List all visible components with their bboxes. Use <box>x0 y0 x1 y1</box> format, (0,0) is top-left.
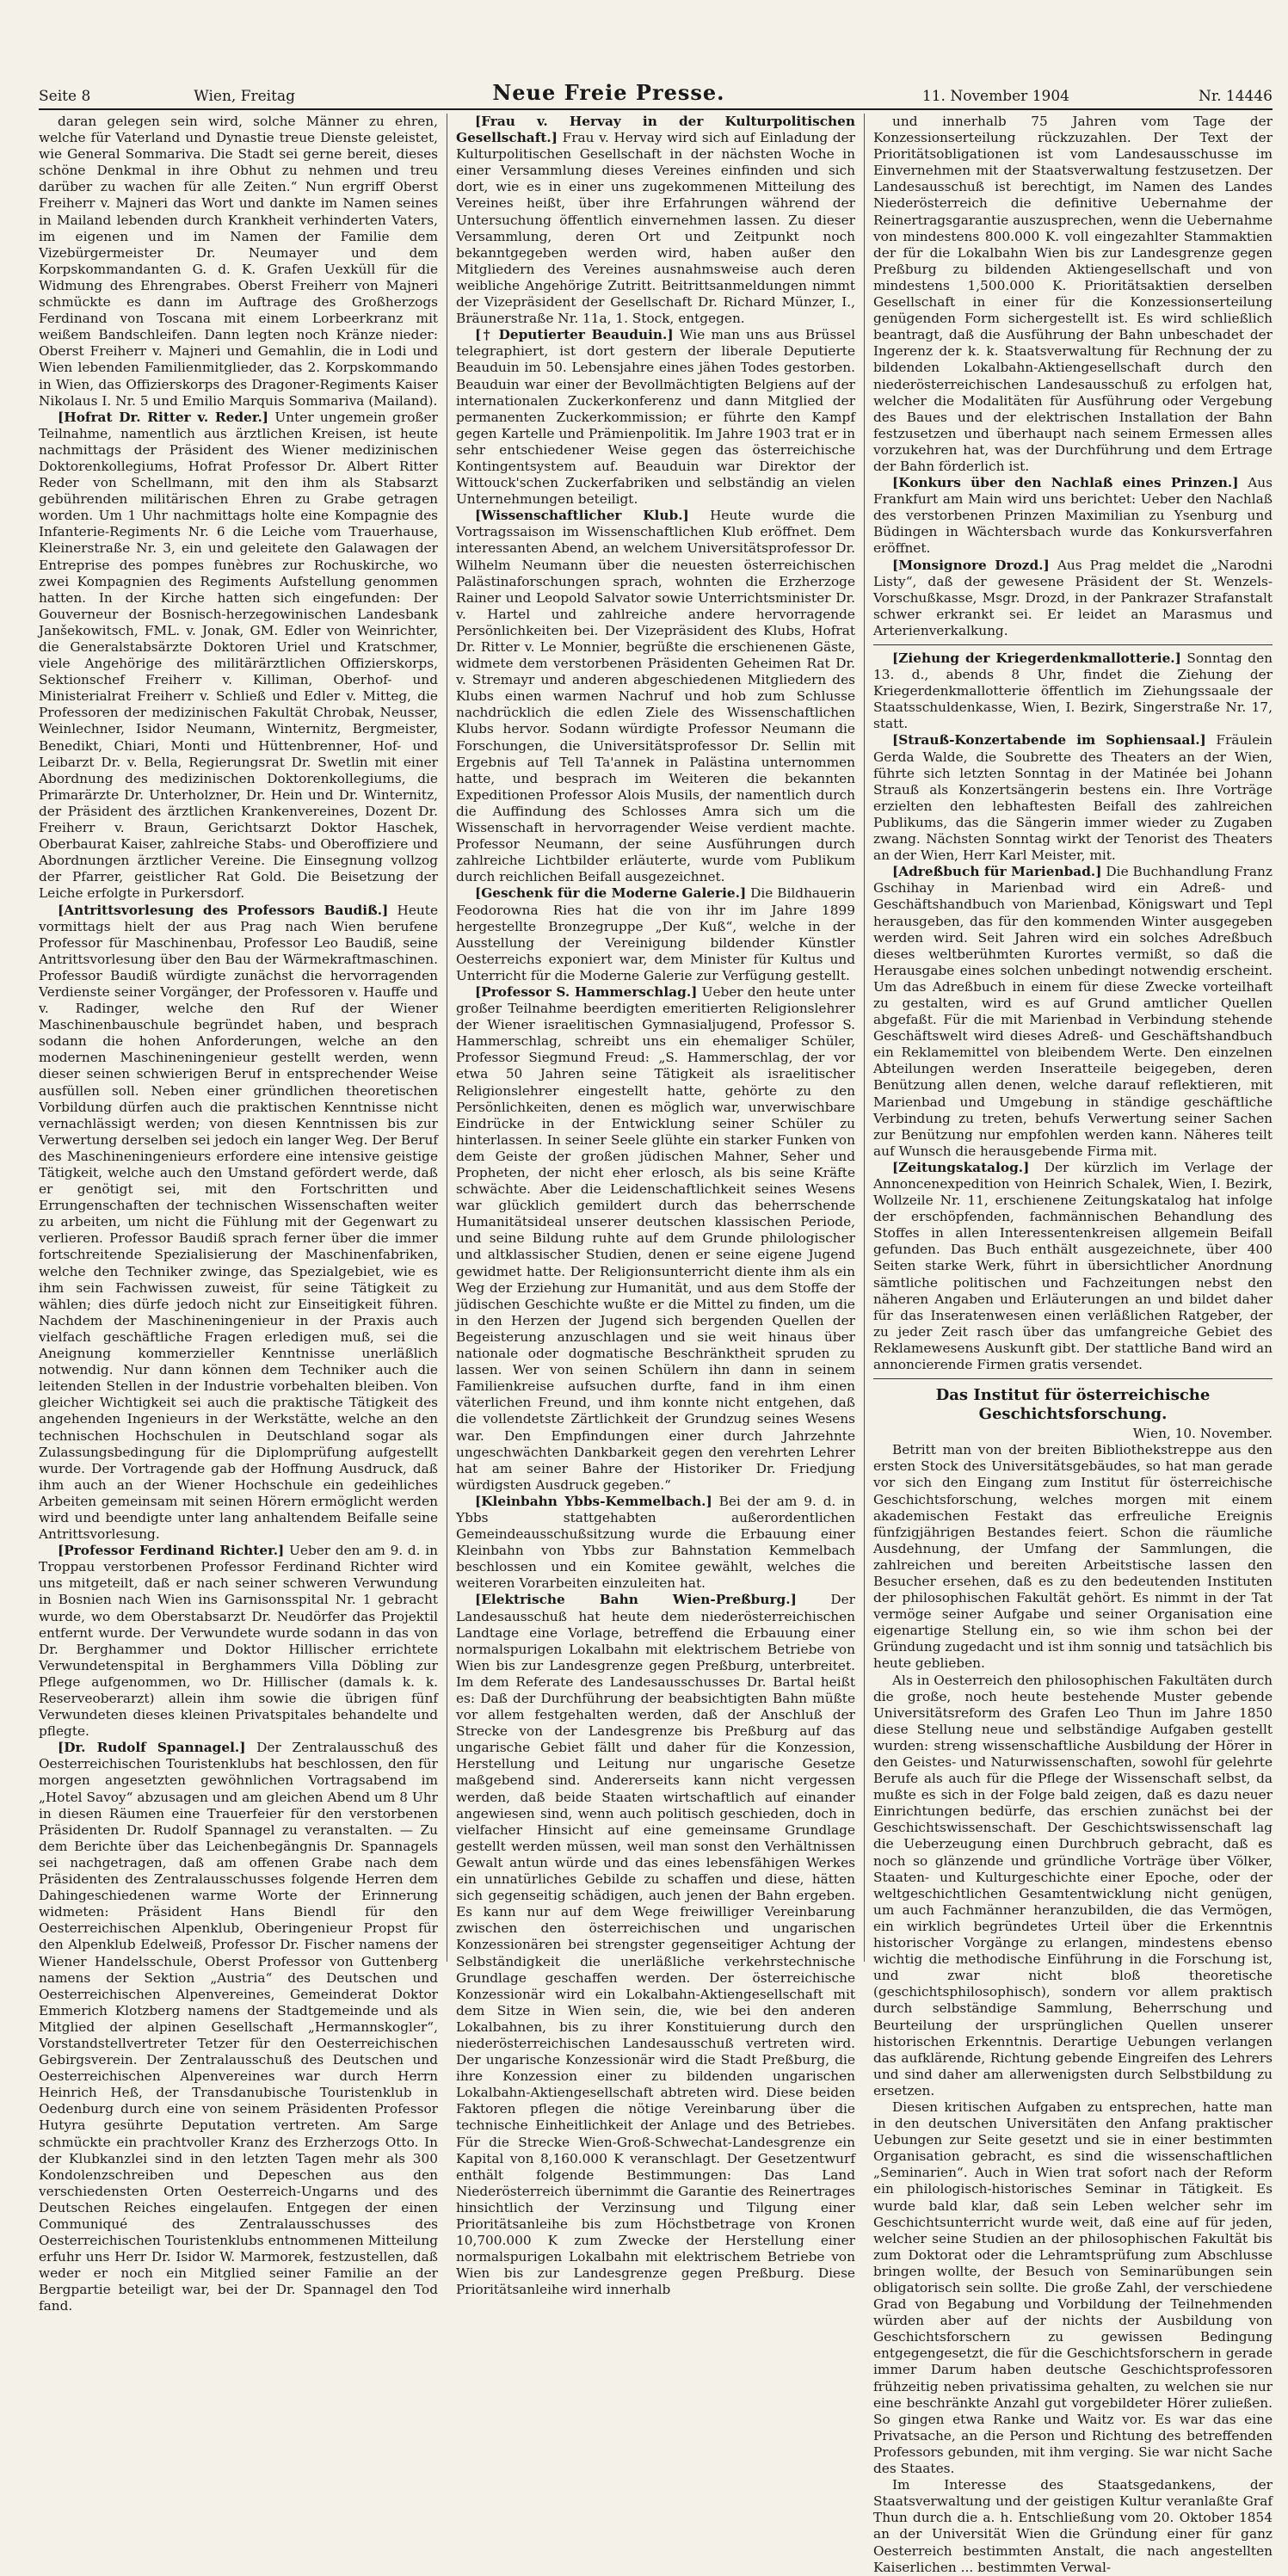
article-kleinbahn <box>456 1494 855 1593</box>
issue-date: 11. November 1904 <box>921 88 1069 105</box>
column-3 <box>864 114 1273 2575</box>
article-heading: [Kleinbahn Ybbs-Kemmelbach.] <box>475 1493 712 1509</box>
article-body: Der Zentralausschuß des Oesterreichischen Touristenklubs hat beschlossen, den für morgen angesetzten gewöhnlichen Vortragsabend im „Hotel Savoy“ abzusagen und am gleichen Abend um 8 Uhr in diesen Räumen eine Trauerfeier für den verstorbenen Präsidenten Dr. Rudolf Spannagel zu veranstalten. — Zu dem Berichte über das Leichenbegängnis Dr. Spannagels sei nachgetragen, daß am offenen Grabe nach dem Präsidenten des Zentralausschusses folgende Herren dem Dahingeschiedenen warme Worte der Erinnerung widmeten: Präsident Hans Biendl für den Oesterreichischen Alpenklub, Oberingenieur Propst für den Alpenklub Edelweiß, Professor Dr. Fischer namens der Wiener Handelsschule, Oberst Professor von Guttenberg namens der Sektion „Austria“ des Deutschen und Oesterreichischen Alpenvereines, Gemeinderat Doktor Emmerich Klotzberg namens der Stadtgemeinde und als Mitglied der alpinen Gesellschaft „Hermannskogler“, Vorstandstellvertreter Tetzer für den Oesterreichischen Gebirgsverein. Der Zentralausschuß des Deutschen und Oesterreichischen Alpenvereines war durch Herrn Heinrich Heß, der Transdanubische Touristenklub in Oedenburg durch eine von seinem Präsidenten Professor Hutyra gesührte Deputation vertreten. Am Sarge schmückte ein prachtvoller Kranz des Erzherzogs Otto. In der Klubkanzlei sind in den letzten Tagen mehr als 300 Kondolenzschreiben und Depeschen aus den verschiedensten Orten Oesterreich-Ungarns und des Deutschen Reiches eingelaufen. Entgegen der einen Communiqué des Zentralausschusses des Oesterreichischen Touristenklubs entnommenen Mitteilung erfuhr uns Herr Dr. Isidor W. Marmorek, festzustellen, daß weder er noch ein Mitglied seiner Familie an der Bergpartie beteiligt war, bei der Dr. Spannagel den Tod fand. <box>39 1740 438 2314</box>
article-baudiss <box>39 903 438 1544</box>
article-body: Heute wurde die Vortragssaison im Wissenschaftlichen Klub eröffnet. Dem interessanten Abend, an welchem Universitätsprofessor Dr. Wilhelm Neumann über die neuesten österreichischen Palästinaforschungen sprach, wohnten die Erzherzoge Rainer und Leopold Salvator sowie Unterrichtsminister Dr. v. Hartel und zahlreiche andere hervorragende Persönlichkeiten bei. Der Vizepräsident des Klubs, Hofrat Dr. Ritter v. Le Monnier, begrüßte die erschienenen Gäste, widmete dem verstorbenen Präsidenten Geheimen Rat Dr. v. Stremayr und anderen abgeschiedenen Mitgliedern des Klubs einen warmen Nachruf und hob zum Schlusse nachdrücklich die edlen Ziele des Wissenschaftlichen Klubs hervor. Sodann würdigte Professor Neumann die Forschungen, die Universitätsprofessor Dr. Sellin mit Ergebnis auf Tell Ta'annek in Palästina unternommen hatte, und besprach im Weiteren die bekannten Expeditionen Professor Alois Musils, der namentlich durch die Auffindung des Schlosses Amra sich um die Wissenschaft in hervorragender Weise verdient machte. Professor Neumann, der seine Ausführungen durch zahlreiche Lichtbilder erläuterte, wurde vom Publikum durch reichlichen Beifall ausgezeichnet. <box>456 508 855 885</box>
article-heading: [Wissenschaftlicher Klub.] <box>475 508 689 524</box>
article-body: Ueber den am 9. d. in Troppau verstorbenen Professor Ferdinand Richter wird uns mitgeteilt, daß er nach seiner schweren Verwundung in Bosnien nach Wien ins Garnisonsspital Nr. 1 gebracht wurde, wo dem Oberstabsarzt Dr. Neudörfer das Projektil entfernt wurde. Der Verwundete wurde sodann in das von Dr. Berghammer und Doktor Hillischer errichtete Verwundetenspital in Berghammers Villa Döbling zur Pflege aufgenommen, wo Dr. Hillischer (damals k. k. Reserveoberarzt) allein ihm sowie die übrigen fünf Verwundeten dieses kleinen Privatspitales behandelte und pflegte. <box>39 1543 438 1740</box>
newspaper-title: Neue Freie Presse. <box>492 80 725 105</box>
article-reder <box>39 410 438 903</box>
article-body: Bei der am 9. d. in Ybbs stattgehabten außerordentlichen Gemeindeausschußsitzung wurde die Erbauung einer Kleinbahn von Ybbs zur Bahnstation Kemmelbach beschlossen und ein Komitee gewählt, welches die weiteren Vorarbeiten einzuleiten hat. <box>456 1493 855 1592</box>
article-sommariva-end: daran gelegen sein wird, solche Männer zu ehren, welche für Vaterland und Dynastie treue Dienste geleistet, wie General Sommariva. Die Stadt sei gerne bereit, dieses schöne Denkmal in ihre Obhut zu nehmen und treu darüber zu wachen für alle Zeiten.“ Nun ergriff Oberst Freiherr v. Majneri das Wort und dankte im Namen seines in Mailand lebenden durch Krankheit verhinderten Vaters, im eigenen und im Namen der Familie dem Vizebürgermeister Dr. Neumayer und dem Korpskommandanten G. d. K. Grafen Uexküll für die Widmung des Ehrengrabes. Oberst Freiherr von Majneri schmückte es dann im Auftrage des Großherzogs Ferdinand von Toscana mit einem Lorbeerkranz mit weißem Bandschleifen. Dann legten noch Kränze nieder: Oberst Freiherr v. Majneri und Gemahlin, die in Lodi und Wien lebenden Familienmitglieder, das 2. Korpskommando in Wien, das Offizierskorps des Dragoner-Regiments Kaiser Nikolaus I. Nr. 5 und Emilio Marquis Sommariva (Mailand). <box>39 114 438 409</box>
article-heading: [Zeitungskatalog.] <box>892 1159 1030 1175</box>
article-heading: [Geschenk für die Moderne Galerie.] <box>475 885 747 902</box>
feature-paragraph: Diesen kritischen Aufgaben zu entsprechen, hatte man in den deutschen Universitäten den Anfang praktischer Uebungen zur Seite gesetzt und sie in einer bestimmten Organisation gebracht, es sind die wissenschaftlichen „Seminarien“. Auch in Wien trat sofort nach der Reform ein philologisch-historisches Seminar in Tätigkeit. Es wurde bald klar, daß sein Leben welcher sehr im Geschichtsunterricht wurde weit, daß eine auf für jeden, welcher seine Studien an der philosophischen Fakultät bis zum Doktorat oder die Lehramtsprüfung zum Abschlusse bringen wollte, der Besuch von Seminarübungen sein obligatorisch sein sollte. Die große Zahl, der verschiedene Grad von Begabung und Vorbildung der Teilnehmenden würden aber auf der nichts der Ausbildung von Geschichtsforschern zu gewissen Bedingung entgegengesetzt, die für die Geschichtsforschern in gerade immer Darum haben deutsche Geschichtsprofessoren frühzeitig neben privatissima gehalten, zu welchen sie nur eine beschränkte Anzahl gut vorgebildeter Hörer zuließen. So gingen etwa Ranke und Waitz vor. Es war das eine Privatsache, an die Person und Richtung des betreffenden Professors gebunden, mit ihm verging. Sie war nicht Sache des Staates. <box>873 2098 1273 2477</box>
article-heading: [Adreßbuch für Marienbad.] <box>892 864 1102 880</box>
article-heading: [Monsignore Drozd.] <box>892 557 1050 573</box>
article-body: Heute vormittags hielt der aus Prag nach Wien berufene Professor für Maschinenbau, Professor Leo Baudiß, seine Antrittsvorlesung über den Bau der Wärmekraftmaschinen. Professor Baudiß würdigte zunächst die hervorragenden Verdienste seiner Vorgänger, der Professoren v. Hauffe und v. Radinger, welche den Ruf der Wiener Maschinenbauschule begründet haben, und besprach sodann die hohen Anforderungen, welche an den modernen Maschineningenieur gestellt werden, wenn dieser seinen schwierigen Beruf in entsprechender Weise ausfüllen soll. Neben einer gründlichen theoretischen Vorbildung dürfen auch die praktischen Kenntnisse nicht vernachlässigt werden; von diesen Kenntnissen bis zur Verwertung derselben sei jedoch ein langer Weg. Der Beruf des Maschineningenieurs erfordere eine intensive geistige Tätigkeit, welche auch den Umstand gefördert werde, daß er genötigt sei, mit den Fortschritten und Errungenschaften der technischen Wissenschaften weiter zu arbeiten, um nicht die Fühlung mit der Gegenwart zu verlieren. Professor Baudiß sprach ferner über die immer fortschreitende Spezialisierung der Maschinenfabriken, welche den Techniker zwinge, das Spezialgebiet, wie es ihm sein Fachwissen zuweist, für seine Tätigkeit zu wählen; dies dürfe jedoch nicht zur Einseitigkeit führen. Nachdem der Maschineningenieur in der Praxis auch vielfach geschäftliche Fragen erledigen muß, sei die Aneignung kommerzieller Kenntnisse unerläßlich notwendig. Nur dann können dem Techniker auch die leitenden Stellen in der Industrie vorbehalten bleiben. Von gleicher Wichtigkeit sei auch die praktische Tätigkeit des angehenden Ingenieurs in der Werkstätte, welche an den technischen Hochschulen in Deutschland sogar als Zulassungsbedingung für die Diplomprüfung aufgestellt wurde. Der Vortragende gab der Hoffnung Ausdruck, daß ihm auch an der Wiener Hochschule ein gedeihliches Arbeiten gemeinsam mit seinen Hörern ermöglicht werden wird und beendigte unter lang anhaltendem Beifalle seine Antrittsvorlesung. <box>39 902 438 1543</box>
article-heading: [Hofrat Dr. Ritter v. Reder.] <box>58 409 269 425</box>
article-strauss <box>873 732 1273 864</box>
article-body: Die Buchhandlung Franz Gschihay in Marienbad wird ein Adreß- und Geschäftshandbuch von Marienbad, Königswart und Tepl herausgeben, das für den kommenden Winter ausgegeben werden wird. Seit Jahren wird ein solches Adreßbuch dieses weltberühmten Kurortes vermißt, so daß die Herausgabe eines solchen unbedingt notwendig erscheint. Um das Adreßbuch in einem für diese Zwecke vorteilhaft zu gestalten, wird es auf Grund amtlicher Quellen abgefaßt. Für die mit Marienbad in Verbindung stehende Geschäftswelt wird dieses Adreß- und Geschäftshandbuch ein Reklamemittel von bleibendem Werte. Den einzelnen Abteilungen werden Inseratteile beigegeben, deren Benützung allen denen, welche darauf reflektieren, mit Marienbad und Umgebung in ständige geschäftliche Verbindung zu treten, behufs Verwertung seiner Sachen zur Benützung nur empfohlen werden kann. Näheres teilt auf Wunsch die herausgebende Firma mit. <box>873 864 1273 1159</box>
article-heading: [Professor Ferdinand Richter.] <box>58 1543 285 1559</box>
article-heading: [Konkurs über den Nachlaß eines Prinzen.] <box>892 475 1239 491</box>
place-day: Wien, Freitag <box>194 88 295 105</box>
article-body: Frau v. Hervay wird sich auf Einladung der Kulturpolitischen Gesellschaft in der nächsten Woche in einer Versammlung dieses Vereines einfinden und sich dort, wie es in einer uns zugekommenen Mitteilung des Vereines heißt, über ihre Erfahrungen während der Untersuchung öffentlich einvernehmen lassen. Zu dieser Versammlung, deren Ort und Zeitpunkt noch bekanntgegeben werden wird, haben außer den Mitgliedern des Vereines ausnahmsweise auch deren weibliche Angehörige Zutritt. Beitrittsanmeldungen nimmt der Vizepräsident der Gesellschaft Dr. Richard Münzer, I., Bräunerstraße Nr. 11a, 1. Stock, entgegen. <box>456 130 855 327</box>
feature-paragraph: Als in Oesterreich den philosophischen Fakultäten durch die große, noch heute bestehende Muster gebende Universitätsreform des Grafen Leo Thun im Jahre 1850 diese Stellung neue und selbständige Aufgaben gestellt wurden: streng wissenschaftliche Ausbildung der Hörer in den Geistes- und Naturwissenschaften, sowohl für gelehrte Berufe als auch für die Pflege der Wissenschaft selbst, da mußte es sich in der Folge bald zeigen, daß es dazu neuer Einrichtungen bedürfe, das erschien zunächst bei der Geschichtswissenschaft. Der Geschichtswissenschaft lag die Ueberzeugung einen Durchbruch gebracht, daß es noch so glänzende und gründliche Vorträge über Völker, Staaten- und Kulturgeschichte einer Epoche, oder der weltgeschichtlichen Gesamtentwicklung nicht genügen, um auch Fachmänner heranzubilden, die das Vermögen, ein wirklich begründetes Urteil über die Erkenntnis historischer Vorgänge zu erlangen, mindestens ebenso wichtig die methodische Einführung in die Forschung ist, und zwar nicht bloß theoretische (geschichtsphilosophisch), sondern vor allem praktisch durch selbständige Sammlung, Beherrschung und Beurteilung der ursprünglichen Quellen unserer historischen Erkenntnis. Derartige Uebungen verlangen das aufklärende, Richtung gebende Eingreifen des Lehrers und sind daher am allerwenigsten durch Selbstbildung zu ersetzen. <box>873 1672 1273 2098</box>
article-body: Aus Prag meldet die „Narodni Listy“, daß der gewesene Präsident der St. Wenzels-Vorschußkasse, Msgr. Drozd, in der Pankrazer Strafanstalt schwer erkrankt sei. Er leidet an Marasmus und Arterienverkalkung. <box>873 557 1273 638</box>
article-konkurs <box>873 475 1273 557</box>
column-1 <box>39 114 438 2314</box>
article-heading: [Strauß-Konzertabende im Sophiensaal.] <box>892 732 1206 749</box>
article-body: Der kürzlich im Verlage der Annoncenexpedition von Heinrich Schalek, Wien, I. Bezirk, Wollzeile Nr. 11, erschienene Zeitungskatalog hat infolge der erschöpfenden, fachmännischen Behandlung des Stoffes in allen Interessentenkreisen allgemein Beifall gefunden. Das Buch enthält ausgezeichnete, über 400 Seiten starke Werk, führt in übersichtlicher Anordnung sämtliche politischen und Fachzeitungen nebst den näheren Angaben und Erläuterungen an und bildet daher für das Inseratenwesen einen verläßlichen Ratgeber, der zu jeder Zeit rasch über das umfangreiche Gebiet des Reklamewesens Auskunft gibt. Der stattliche Band wird an annoncierende Firmen gratis versendet. <box>873 1159 1273 1373</box>
masthead-right <box>922 88 1273 105</box>
feature-paragraph: Betritt man von der breiten Bibliothekstreppe aus den ersten Stock des Universitätsgebäudes, so hat man gerade vor sich den Eingang zum Institut für österreichische Geschichtsforschung, welches morgen mit einem akademischen Festakt das erfreuliche Ereignis fünfzigjährigen Bestandes feiert. Schon die räumliche Ausdehnung, der Umfang der Sammlungen, die zahlreichen und bereiten Arbeitstische lassen den Besucher ersehen, daß es zu den bedeutenden Instituten der philosophischen Fakultät gehört. Es nimmt in der Tat vermöge seiner Aufgabe und seiner Organisation eine eigenartige Stellung ein, so wie ihm schon bei der Gründung zugedacht und ist ihm sonnig und tatsächlich bis heute geblieben. <box>873 1442 1273 1672</box>
page-number: Seite 8 <box>39 88 91 105</box>
article-spannagel <box>39 1740 438 2314</box>
article-heading: [Dr. Rudolf Spannagel.] <box>58 1740 246 1756</box>
article-body: Die Bildhauerin Feodorowna Ries hat die von ihr im Jahre 1899 hergestellte Bronzegruppe „Der Kuß“, welche in der Ausstellung der Vereinigung bildender Künstler Oesterreichs exponiert war, dem Minister für Kultus und Unterricht für die Moderne Galerie zur Verfügung gestellt. <box>456 885 855 983</box>
feature-heading: Das Institut für österreichische Geschichtsforschung. <box>935 1386 1211 1424</box>
feature-paragraph: Im Interesse des Staatsgedankens, der Staatsverwaltung und der geistigen Kultur veranlaßte Graf Thun durch die a. h. Entschließung vom 20. Oktober 1854 an der Universität Wien die Gründung einer für ganz Oesterreich bestimmten Anstalt, die nach angestellten Kaiserlichen ... bestimmten Verwal- <box>873 2477 1273 2575</box>
article-wissenschaftlicher-klub <box>456 508 855 885</box>
article-body: Aus Frankfurt am Main wird uns berichtet: Ueber den Nachlaß des verstorbenen Prinzen Maximilian zu Ysenburg und Büdingen in Wächtersbach wurde das Konkursverfahren eröffnet. <box>873 475 1273 557</box>
masthead <box>39 80 1273 110</box>
article-richter <box>39 1543 438 1740</box>
article-heading: [Frau v. Hervay in der Kulturpolitischen Gesellschaft.] <box>456 114 855 146</box>
article-heading: [Professor S. Hammerschlag.] <box>475 983 698 1000</box>
article-heading: [Antrittsvorlesung des Professors Baudiß.] <box>58 902 389 918</box>
divider <box>873 1378 1273 1379</box>
column-2 <box>447 114 855 2298</box>
article-drozd <box>873 558 1273 639</box>
masthead-left <box>39 88 295 105</box>
article-beauduin <box>456 327 855 508</box>
dateline: Wien, 10. November. <box>1132 1426 1273 1442</box>
divider <box>873 644 1273 645</box>
article-kriegerdenkmal <box>873 650 1273 732</box>
article-body: Sonntag den 13. d., abends 8 Uhr, findet die Ziehung der Kriegerdenkmallotterie öffentlich im Ziehungssaale der Staatsschuldenkasse, Wien, I. Bezirk, Singerstraße Nr. 17, statt. <box>873 650 1273 732</box>
article-hervay <box>456 114 855 327</box>
issue-number: Nr. 14446 <box>1198 88 1273 105</box>
article-body: Unter ungemein großer Teilnahme, namentlich aus ärztlichen Kreisen, ist heute nachmittags der Präsident des Wiener medizinischen Doktorenkollegiums, Hofrat Professor Dr. Albert Ritter Reder von Schellmann, mit den ihm als Stabsarzt gebührenden militärischen Ehren zu Grabe getragen worden. Um 1 Uhr nachmittags holte eine Kompagnie des Infanterie-Regiments Nr. 6 die Leiche vom Trauerhause, Kleinerstraße Nr. 3, ein und geleitete den Galawagen der Entreprise des pompes funèbres zur Rochuskirche, wo zwei Kompagnien des Regiments Aufstellung genommen hatten. In der Kirche hatten sich eingefunden: Der Gouverneur der Bosnisch-herzegowinischen Landesbank Janšekowitsch, FML. v. Jonak, GM. Edler von Weinrichter, die Generalstabsärzte Doktoren Uriel und Kratschmer, viele Angehörige des militärärztlichen Offizierskorps, Sektionschef Freiherr v. Killiman, Oberhof- und Ministerialrat Freiherr v. Schließ und Edler v. Mitteg, die Professoren der medizinischen Fakultät Chrobak, Neusser, Weinlechner, Isidor Neumann, Winternitz, Bergmeister, Benedikt, Chiari, Monti und Hüttenbrenner, Hof- und Leibarzt Dr. v. Bella, Regierungsrat Dr. Swetlin mit einer Abordnung des medizinischen Doktorenkollegiums, die Primarärzte Dr. Unterholzner, Dr. Hein und Dr. Winternitz, der Präsident des ärztlichen Krankenvereines, Dozent Dr. Freiherr v. Braun, Gerichtsarzt Doktor Haschek, Oberbaurat Kaiser, zahlreiche Stabs- und Oberoffiziere und Abordnungen ärztlicher Vereine. Die Einsegnung vollzog der Pfarrer, geistlicher Rat Gold. Die Beisetzung der Leiche erfolgte in Purkersdorf. <box>39 409 438 902</box>
article-body: Der Landesausschuß hat heute dem niederösterreichischen Landtage eine Vorlage, betreffend die Erbauung einer normalspurigen Lokalbahn mit elektrischem Betriebe von Wien bis zur Landesgrenze gegen Preßburg, unterbreitet. Im dem Referate des Landesausschusses Dr. Bartal heißt es: Daß der Durchführung der beabsichtigten Bahn müßte vor allem festgehalten werden, daß der Anschluß der Strecke von der Landesgrenze bis Preßburg auf das ungarische Gebiet fällt und daher für die Konzession, Herstellung und Leitung nur ungarische Gesetze maßgebend sind. Andererseits kann nicht vergessen werden, daß beide Staaten wirtschaftlich auf einander angewiesen sind, wenn auch politisch geschieden, doch in vielfacher Hinsicht auf eine gemeinsame Grundlage gestellt werden müssen, weil man sonst den Verhältnissen Gewalt antun würde und das eines lebensfähigen Werkes ein unnatürliches Gebilde zu schaffen und diese, hätten sich gegenseitig schädigen, auch jenen der Bahn ergeben. Es kann nur auf dem Wege freiwilliger Vereinbarung zwischen den österreichischen und ungarischen Konzessionären bei strengster gegenseitiger Achtung der Selbständigkeit die unerläßliche verkehrstechnische Grundlage geschaffen werden. Der österreichische Konzessionär wird ein Lokalbahn-Aktiengesellschaft mit dem Sitze in Wien sein, die, wie bei den anderen Lokalbahnen, bis zu ihrer Konstituierung durch den niederösterreichischen Landesausschuß vertreten wird. Der ungarische Konzessionär wird die Stadt Preßburg, die ihre Konzession einer zu bildenden ungarischen Lokalbahn-Aktiengesellschaft abtreten wird. Diese beiden Faktoren pflegen die nötige Vereinbarung über die technische Einheitlichkeit der Anlage und des Betriebes. Für die Strecke Wien-Groß-Schwechat-Landesgrenze ein Kapital von 8,160.000 K veranschlagt. Der Gesetzentwurf enthält folgende Bestimmungen: Das Land Niederösterreich übernimmt die Garantie des Reinertrages hinsichtlich der Verzinsung und Tilgung einer Prioritätsanleihe bis zum Höchstbetrage von Kronen 10,700.000 K zum Zwecke der Herstellung einer normalspurigen Lokalbahn mit elektrischem Betriebe von Wien bis zur Landesgrenze gegen Preßburg. Diese Prioritätsanleihe wird innerhalb <box>456 1592 855 2298</box>
article-hammerschlag <box>456 984 855 1494</box>
columns <box>39 114 1273 2575</box>
article-body: Wie man uns aus Brüssel telegraphiert, ist dort gestern der liberale Deputierte Beauduin im 50. Lebensjahre eines jähen Todes gestorben. Beauduin war einer der Bevollmächtigten Belgiens auf der internationalen Zuckerkonferenz und dann Mitglied der permanenten Zuckerkommission; er führte den Kampf gegen Kartelle und Prämienpolitik. Im Jahre 1903 trat er in sehr entschiedener Weise gegen das österreichische Kontingentsystem auf. Beauduin war Direktor der Wittouck'schen Zuckerfabriken und selbständig an vielen Unternehmungen beteiligt. <box>456 327 855 508</box>
article-marienbad <box>873 864 1273 1160</box>
article-heading: [Elektrische Bahn Wien-Preßburg.] <box>475 1592 797 1608</box>
article-wien-pressburg-cont: und innerhalb 75 Jahren vom Tage der Konzessionserteilung rückzuzahlen. Der Text der Prioritätsobligationen ist vom Landesausschusse im Einvernehmen mit der Staatsverwaltung festzusetzen. Der Landesausschuß ist berechtigt, im Namen des Landes Niederösterreich die definitive Uebernahme der Reinertragsgarantie auszusprechen, wenn die Uebernahme von mindestens 800.000 K. voll eingezahlter Stammaktien der für die Lokalbahn Wien bis zur Landesgrenze gegen Preßburg zu bildenden Aktiengesellschaft und von mindestens 1,500.000 K. Prioritätsaktien derselben Gesellschaft in einer für die Konzessionserteilung genügenden Form sichergestellt ist. Es wird schließlich beantragt, daß die Ausführung der Bahn unbeschadet der Ingerenz der k. k. Staatsverwaltung für Rechnung der zu bildenden Lokalbahn-Aktiengesellschaft durch den niederösterreichischen Landesausschuß zu erfolgen hat, welcher die Modalitäten für Ausführung oder Vergebung des Baues und der elektrischen Installation der Bahn festzusetzen und überhaupt nach seinem Ermessen alles vorzukehren hat, was der Durchführung und dem Ertrage der Bahn förderlich ist. <box>873 114 1273 474</box>
article-heading: [† Deputierter Beauduin.] <box>475 327 674 343</box>
article-body: Ueber den heute unter großer Teilnahme beerdigten emeritierten Religionslehrer der Wiener israelitischen Gymnasialjugend, Professor S. Hammerschlag, schreibt uns ein ehemaliger Schüler, Professor Siegmund Freud: „S. Hammerschlag, der vor etwa 50 Jahren seine Tätigkeit als israelitischer Religionslehrer eingestellt hatte, gehörte zu den Persönlichkeiten, denen es möglich war, unverwischbare Eindrücke in der Entwicklung seiner Schüler zu hinterlassen. In seiner Seele glühte ein starker Funken von dem Geiste der großen jüdischen Mahner, Seher und Propheten, der nicht eher erlosch, als bis seine Kräfte schwächte. Aber die Leidenschaftlichkeit seines Wesens war glücklich gemildert durch das beherrschende Humanitätsideal unserer deutschen klassischen Periode, und seine Bildung ruhte auf dem Grunde philologischer und altklassischer Studien, denen er seine eigene Jugend gewidmet hatte. Der Religionsunterricht diente ihm als ein Weg der Erziehung zur Humanität, und aus dem Stoffe der jüdischen Geschichte wußte er die Mittel zu finden, um die in den Herzen der Jugend sich bergenden Quellen der Begeisterung anzuschlagen und sie weit hinaus über nationale oder dogmatische Beschränktheit spruden zu lassen. Wer von seinen Schülern ihn dann in seinem Familienkreise aufsuchen durfte, fand in ihm einen väterlichen Freund, und ihm konnte nicht entgehen, daß die vollendetste Zärtlichkeit der Grundzug seines Wesens war. Den Empfindungen einer durch Jahrzehnte ungeschwächten Dankbarkeit gegen den verehrten Lehrer hat am seiner Bahre der Historiker Dr. Friedjung würdigsten Ausdruck gegeben.“ <box>456 983 855 1493</box>
article-moderne-galerie <box>456 885 855 984</box>
article-wien-pressburg <box>456 1592 855 2298</box>
article-body: Fräulein Gerda Walde, die Soubrette des Theaters an der Wien, führte sich letzten Sonntag in der Matinée bei Johann Strauß als Konzertsängerin bestens ein. Ihre Vorträge erzielten den lebhaftesten Beifall des zahlreichen Publikums, das die Sängerin immer wieder zu Zugaben zwang. Nächsten Sonntag wirkt der Tenorist des Theaters an der Wien, Herr Karl Meister, mit. <box>873 732 1273 864</box>
article-heading: [Ziehung der Kriegerdenkmallotterie.] <box>892 650 1181 666</box>
article-zeitungskatalog <box>873 1160 1273 1373</box>
